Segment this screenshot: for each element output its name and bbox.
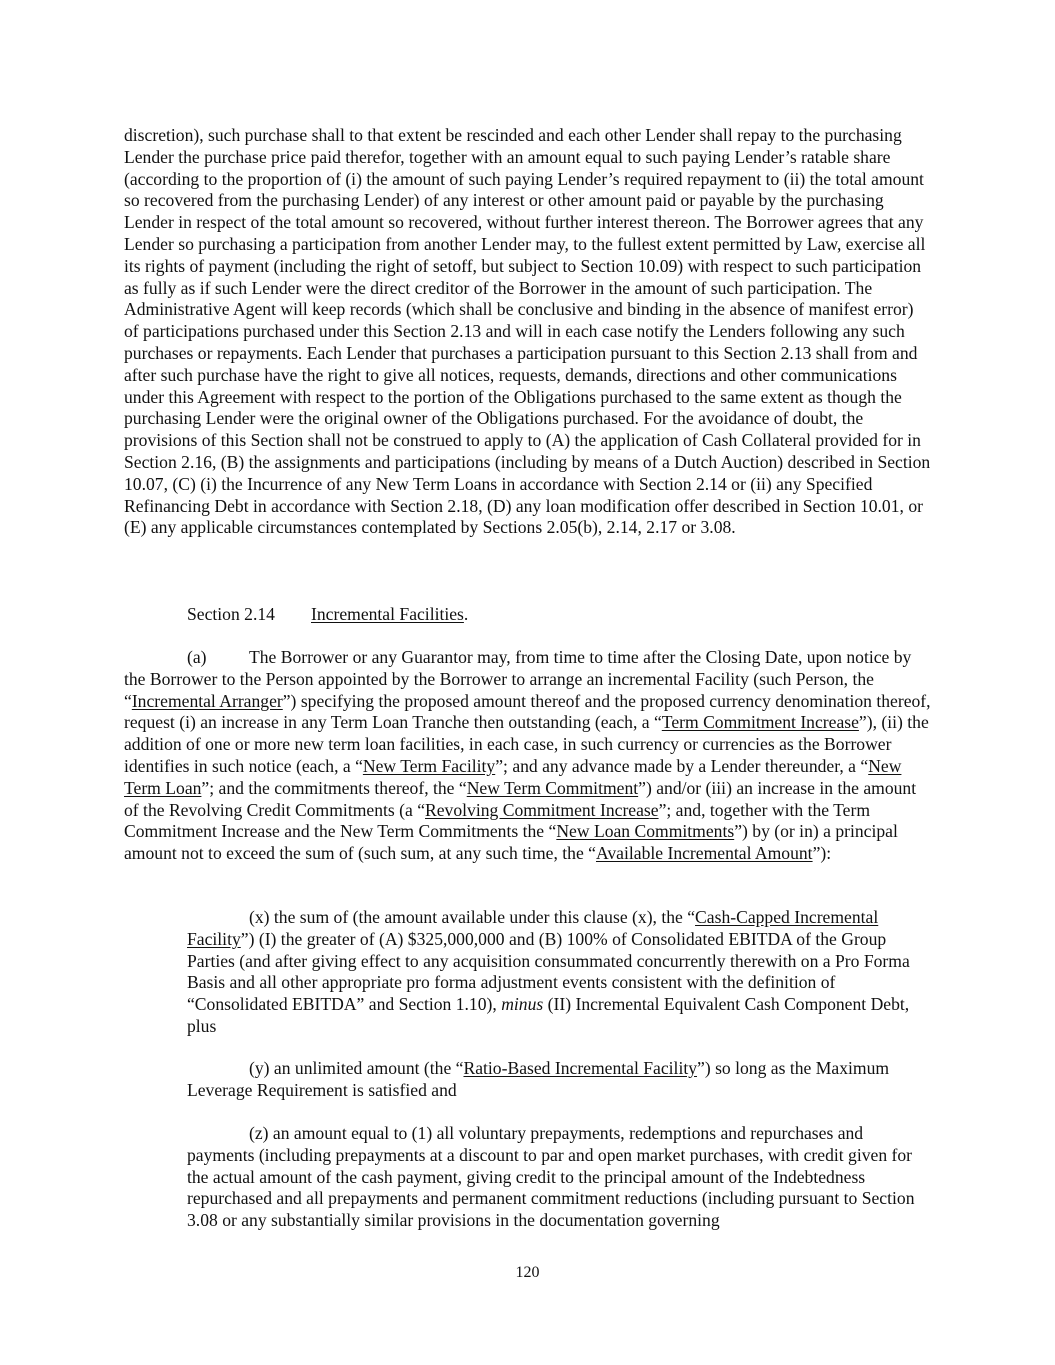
text-run: ”; and, together with the Term Commitment Increase and the New Term Commitments the “ (124, 799, 871, 842)
italic-minus: minus (501, 994, 544, 1015)
paragraph-continuation: discretion), such purchase shall to that extent be rescinded and each other Lender shall repay to the purchasing Lender the purchase price paid therefor, together with an amount equal to such paying Lender’s ratable share (according to the proportion of (i) the amount of such paying Lender’s required repayment to (ii) the total amount so recovered from the purchasing Lender) of any interest or other amount paid or payable by the purchasing Lender in respect of the total amount so recovered, without further interest thereon. The Borrower agrees that any Lender so purchasing a participation from another Lender may, to the fullest extent permitted by Law, exercise all its rights of payment (including the right of setoff, but subject to Section 10.09) with respect to such participation as fully as if such Lender were the direct creditor of the Borrower in the amount of such participation. The Administrative Agent will keep records (which shall be conclusive and binding in the absence of manifest error) of participations purchased under this Section 2.13 and will in each case notify the Lenders following any such purchases or repayments. Each Lender that purchases a participation pursuant to this Section 2.13 shall from and after such purchase have the right to give all notices, requests, demands, directions and other communications under this Agreement with respect to the portion of the Obligations purchased to the same extent as though the purchasing Lender were the original owner of the Obligations purchased. For the avoidance of doubt, the provisions of this Section shall not be construed to apply to (A) the application of Cash Collateral provided for in Section 2.16, (B) the assignments and participations (including by means of a Dutch Auction) described in Section 10.07, (C) (i) the Incurrence of any New Term Loans in accordance with Section 2.14 or (ii) any Specified Refinancing Debt in accordance with Section 2.18, (D) any loan modification offer described in Section 10.01, or (E) any applicable circumstances contemplated by Sections 2.05(b), 2.14, 2.17 or 3.08. (124, 125, 931, 538)
clause-y (187, 1058, 932, 1102)
section-title-period: . (463, 604, 469, 624)
text-run: ”) and/or (iii) an increase in the amount of the Revolving Credit Commitments (a “ (124, 777, 917, 820)
text-run: ”), (ii) the addition of one or more new term loan facilities, in each case, in such currency or currencies as the Borrower identifies in such notice (each, a “ (124, 712, 929, 776)
defined-term-available-incremental-amount: Available Incremental Amount (595, 843, 813, 864)
paragraph-a-label: (a) (187, 647, 207, 667)
defined-term-term-commitment-increase: Term Commitment Increase (661, 712, 859, 733)
text-run: ”): (812, 843, 832, 864)
defined-term-new-term-facility: New Term Facility (362, 755, 496, 776)
text-run: ”; and the commitments thereof, the “ (201, 777, 467, 798)
text-run: ”; and any advance made by a Lender thereunder, a “ (495, 755, 869, 776)
text-run: (II) Incremental Equivalent Cash Component Debt, plus (187, 994, 910, 1036)
section-heading (187, 604, 468, 626)
clause-z: (z) an amount equal to (1) all voluntary prepayments, redemptions and repurchases and payments (including prepayments at a discount to par and open market purchases, with credit given for the actual amount of the cash payment, giving credit to the principal amount of the Indebtedness repurchased and all prepayments and permanent commitment reductions (including pursuant to Section 3.08 or any substantially similar provisions in the documentation governing (187, 1123, 915, 1231)
text-run: ”) specifying the proposed amount thereof and the proposed currency denomination thereof, request (i) an increase in any Term Loan Tranche then outstanding (each, a “ (124, 690, 931, 733)
text-run: (y) an unlimited amount (the “ (249, 1058, 464, 1078)
text-run: (x) the sum of (the amount available under this clause (x), the “ (249, 907, 696, 927)
defined-term-new-term-commitment: New Term Commitment (466, 777, 639, 798)
text-run: The Borrower or any Guarantor may, from time to time after the Closing Date, upon notice by the Borrower to the Person appointed by the Borrower to arrange an incremental Facility (such Person, the “ (124, 647, 912, 711)
paragraph-a (124, 647, 932, 865)
text-run: ”) (I) the greater of (A) $325,000,000 and (B) 100% of Consolidated EBITDA of the Group Parties (and after giving effect to any acquisition consummated concurrently therewith on a Pro Forma Basis and all other appropriate pro forma adjustment events consistent with the definition of “Consolidated EBITDA” and Section 1.10), (187, 928, 910, 1015)
clause-x (187, 907, 932, 1038)
defined-term-new-term-loan: New Term Loan (124, 755, 902, 798)
text-run: ”) by (or in) a principal amount not to exceed the sum of (such sum, at any such time, the “ (124, 821, 898, 864)
text-run: ”) so long as the Maximum Leverage Requirement is satisfied and (187, 1058, 890, 1100)
defined-term-ratio-based-incremental-facility: Ratio-Based Incremental Facility (463, 1058, 698, 1078)
defined-term-cash-capped-incremental-facility: Cash-Capped Incremental Facility (187, 907, 879, 949)
section-title: Incremental Facilities (311, 604, 464, 624)
section-number: Section 2.14 (187, 604, 275, 624)
page-number: 120 (515, 1264, 540, 1281)
defined-term-revolving-commitment-increase: Revolving Commitment Increase (425, 799, 659, 820)
defined-term-incremental-arranger: Incremental Arranger (131, 690, 283, 711)
defined-term-new-loan-commitments: New Loan Commitments (556, 821, 735, 842)
